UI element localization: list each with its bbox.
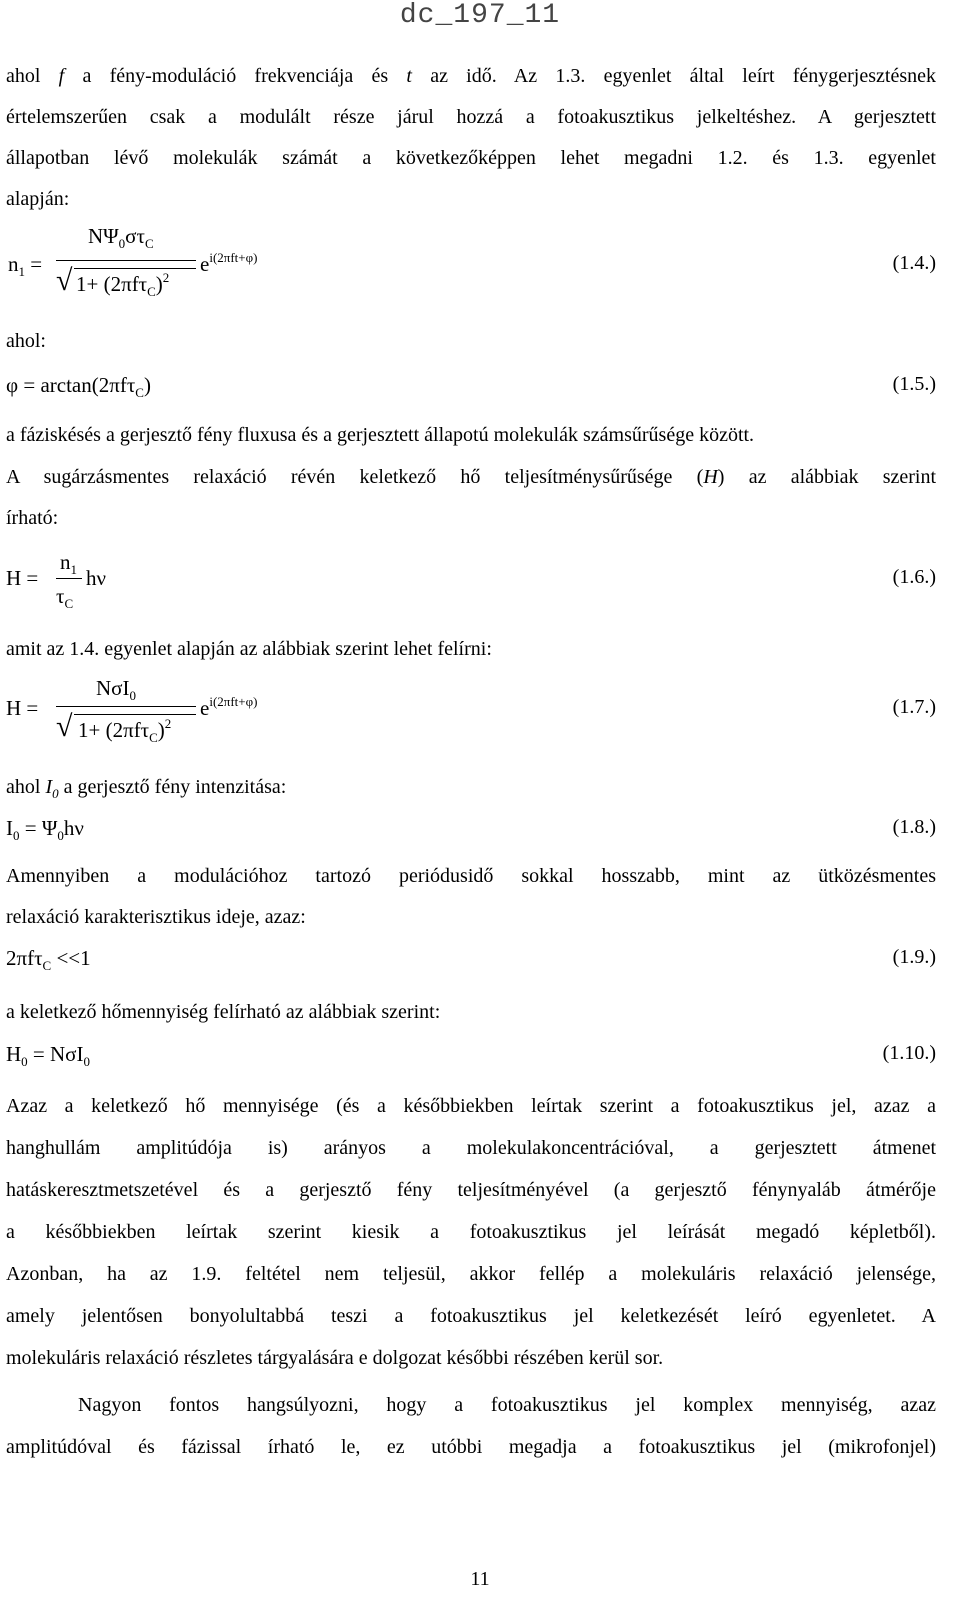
paragraph-line: alapján: [6,188,70,210]
paragraph-line: hatáskeresztmetszetével és a gerjesztő fény teljesítményével (a gerjesztő fénynyaláb átmérője [6,1179,936,1201]
equation-number: (1.5.) [892,373,936,395]
paragraph-line: értelemszerűen csak a modulált része járul hozzá a fotoakusztikus jelkeltéshez. A gerjesztett [6,106,936,128]
equation-1-9: 2πfτ$_C$ <<1 (1.9.) [6,946,936,973]
equation-1-4: $n_1$ = $N\Psi_0\sigma\tau_C$ √ $1+ (2\pi f\tau_C)^2$ $e^{i(2\pi ft+\varphi)}$ (1.4.) [8,224,936,299]
page-number: 11 [470,1568,490,1590]
equation-number: (1.8.) [892,816,936,838]
paragraph-line: amit az 1.4. egyenlet alapján az alábbiak szerint lehet felírni: [6,638,492,660]
equation-number: (1.10.) [882,1042,936,1064]
page-header-watermark: dc_197_11 [399,0,561,31]
paragraph-line: hanghullám amplitúdója is) arányos a molekulakoncentrációval, a gerjesztett átmenet [6,1137,936,1159]
paragraph-line: ahol f a fény-moduláció frekvenciája és t az idő. Az 1.3. egyenlet által leírt fénygerjesztésnek [6,65,936,87]
paragraph-line: a keletkező hőmennyiség felírható az alábbiak szerint: [6,1001,441,1023]
equation-1-5: φ = arctan(2πfτ$_C$) (1.5.) [6,373,936,400]
paragraph-line: állapotban lévő molekulák számát a következőképpen lehet megadni 1.2. és 1.3. egyenlet [6,147,936,169]
equation-1-6: H = $n_1$ $\tau_C$ hν (1.6.) [6,550,936,611]
paragraph-line: amely jelentősen bonyolultabbá teszi a fotoakusztikus jel keletkezését leíró egyenletet. A [6,1305,936,1327]
paragraph-line: Nagyon fontos hangsúlyozni, hogy a fotoakusztikus jel komplex mennyiség, azaz [78,1394,936,1416]
paragraph-line: írható: [6,507,59,529]
paragraph-line: ahol: [6,330,46,352]
paragraph-line: molekuláris relaxáció részletes tárgyalására e dolgozat későbbi részében kerül sor. [6,1347,664,1369]
equation-number: (1.7.) [892,696,936,718]
paragraph-line: Azaz a keletkező hő mennyisége (és a későbbiekben leírtak szerint a fotoakusztikus jel, azaz a [6,1095,936,1117]
equation-1-8: $I_0 = \Psi_0h\nu$ (1.8.) [6,816,936,843]
equation-1-10: $H_0 = N\sigma I_0$ (1.10.) [6,1042,936,1069]
equation-number: (1.6.) [892,566,936,588]
paragraph-line: ahol $I_0$ a gerjesztő fény intenzitása: [6,776,287,801]
equation-number: (1.4.) [892,252,936,274]
paragraph-line: Azonban, ha az 1.9. feltétel nem teljesül, akkor fellép a molekuláris relaxáció jelensége, [6,1263,936,1285]
equation-1-7: H = NσI$_0$ √ $1+ (2\pi f\tau_C)^2$ $e^{i(2\pi ft+\varphi)}$ (1.7.) [6,676,936,745]
paragraph-line: a fáziskésés a gerjesztő fény fluxusa és a gerjesztett állapotú molekulák számsűrűsége között. [6,424,755,446]
paragraph-line: a későbbiekben leírtak szerint kiesik a fotoakusztikus jel leírását megadó képletből). [6,1221,936,1243]
paragraph-line: relaxáció karakterisztikus ideje, azaz: [6,906,306,928]
equation-number: (1.9.) [892,946,936,968]
paragraph-line: Amennyiben a modulációhoz tartozó periódusidő sokkal hosszabb, mint az ütközésmentes [6,865,936,887]
paragraph-line: A sugárzásmentes relaxáció révén keletkező hő teljesítménysűrűsége (H) az alábbiak szerint [6,466,937,488]
paragraph-line: amplitúdóval és fázissal írható le, ez utóbbi megadja a fotoakusztikus jel (mikrofonjel) [6,1436,936,1458]
